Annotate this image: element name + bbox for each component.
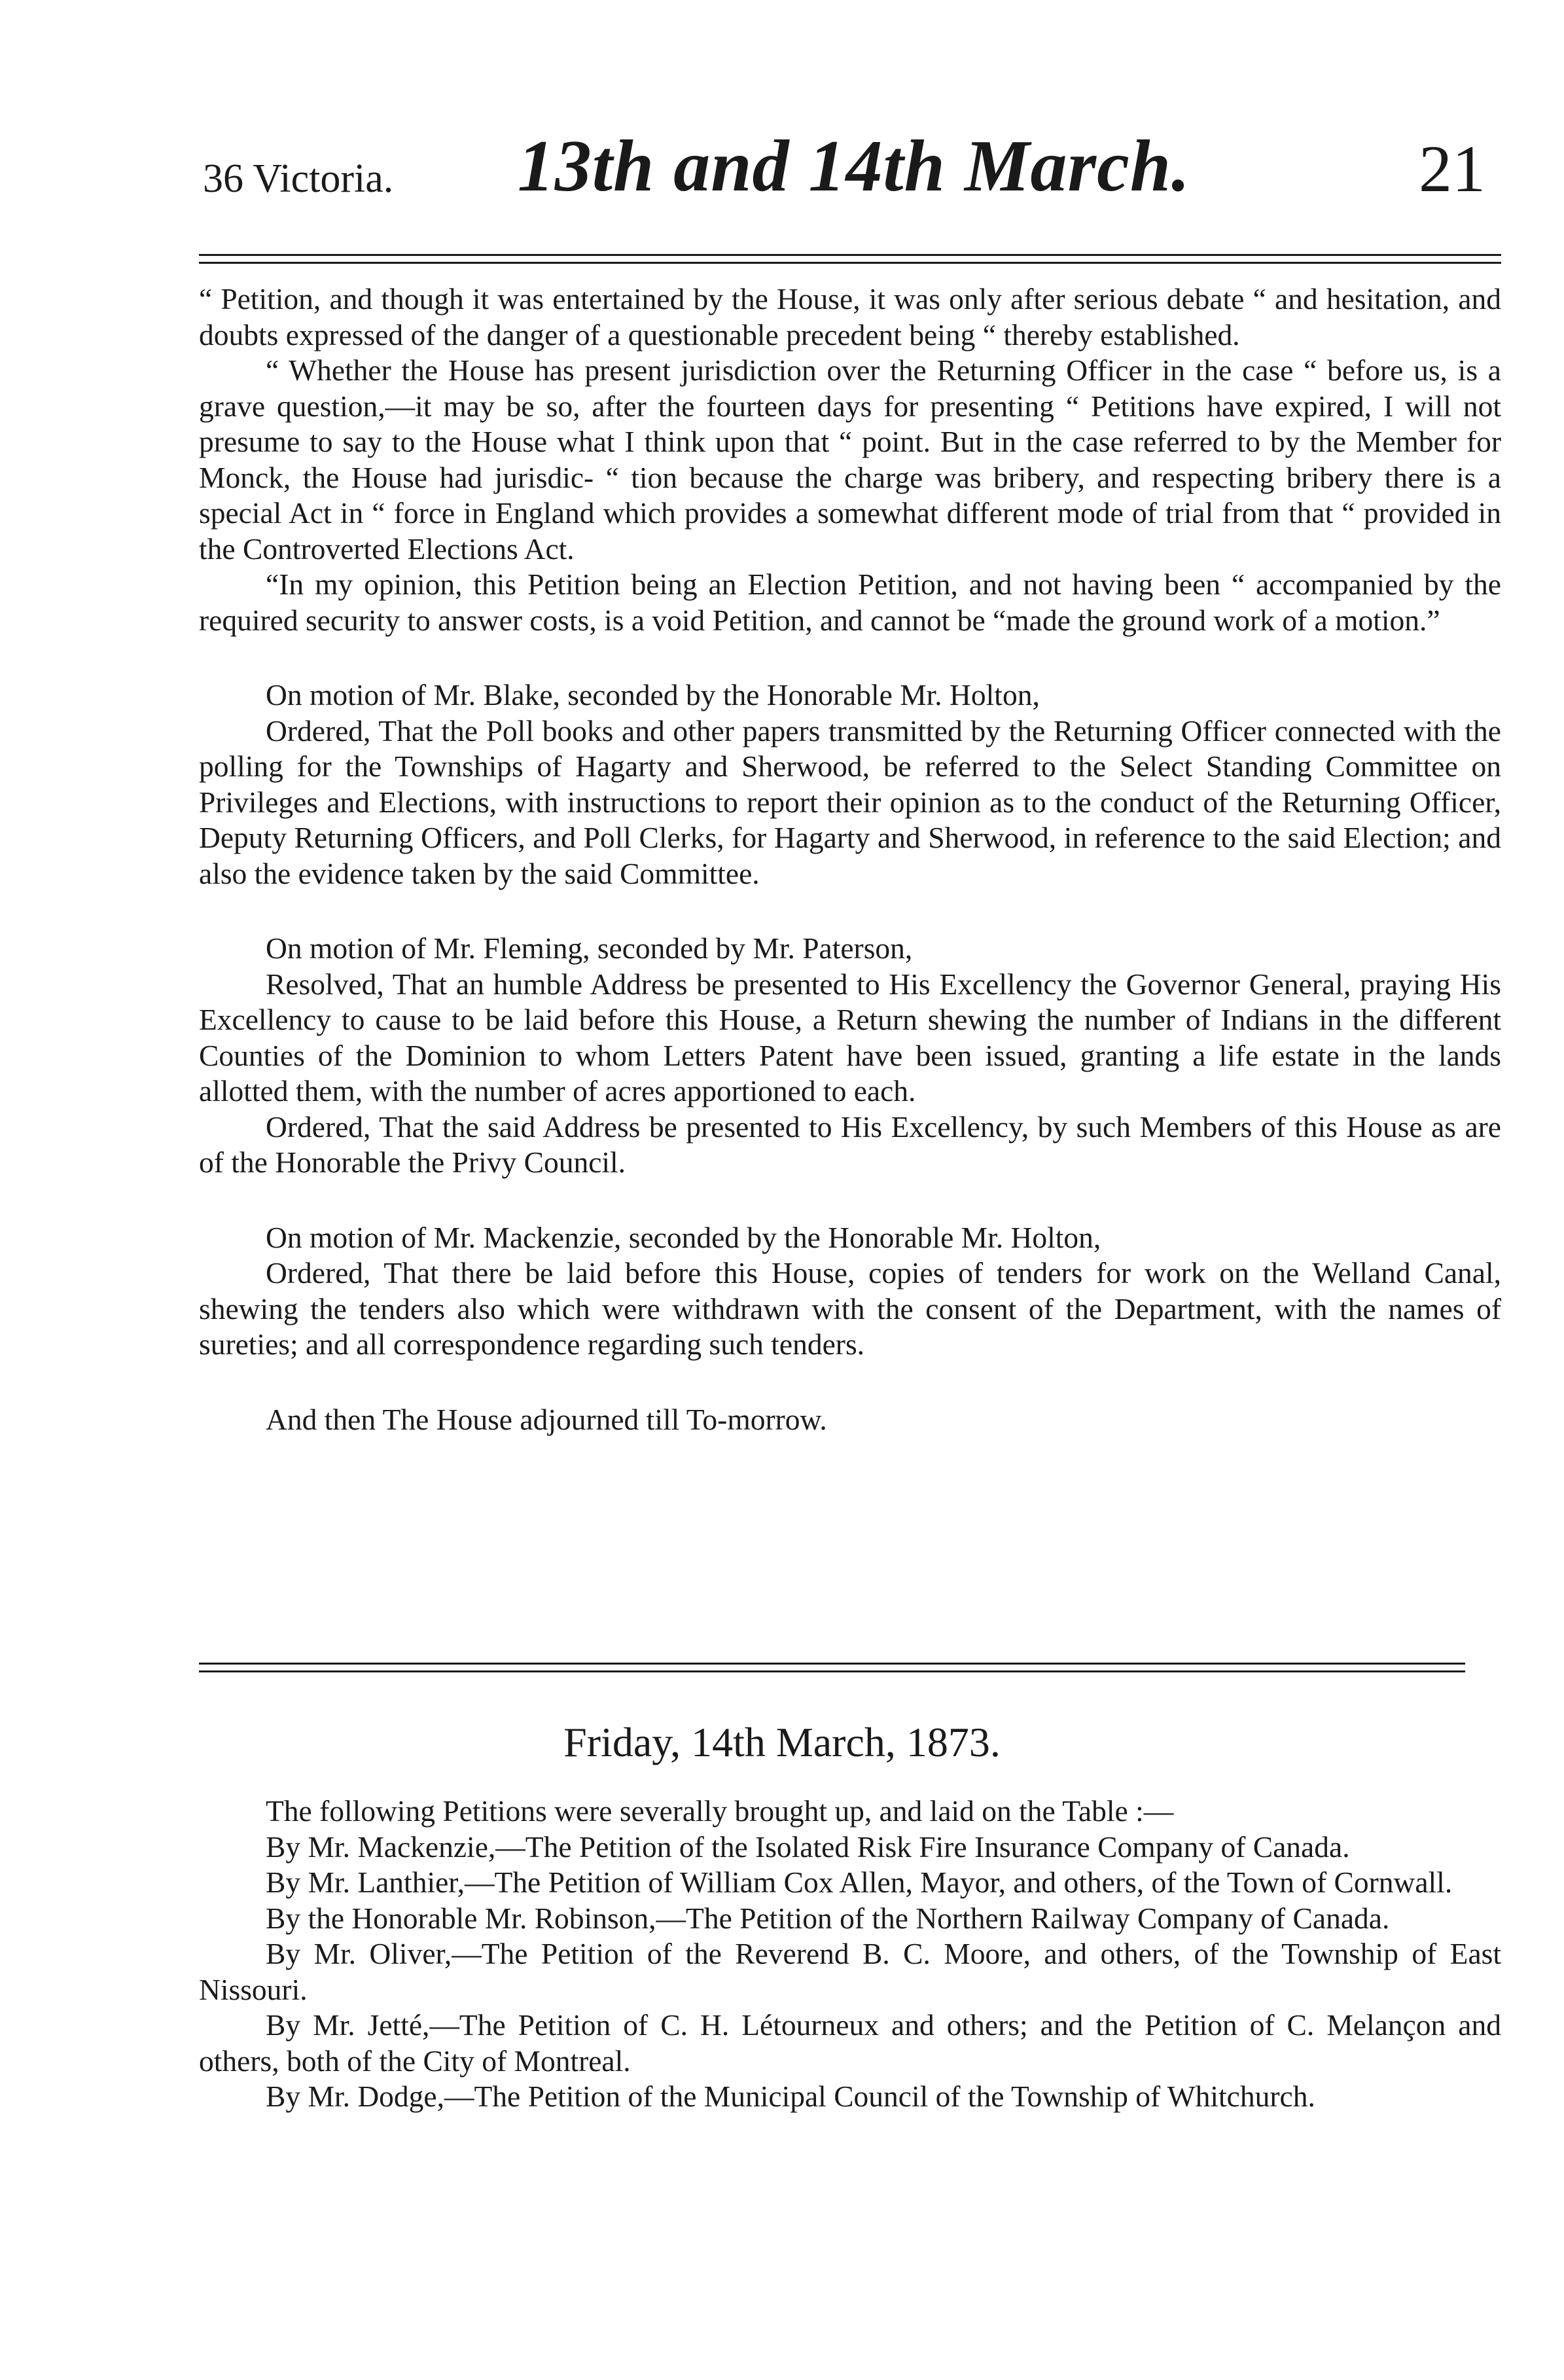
running-title: 13th and 14th March. <box>517 126 1191 207</box>
motion-line: On motion of Mr. Mackenzie, seconded by the Honorable Mr. Holton, <box>266 1220 1101 1254</box>
paragraph-gap <box>199 638 1501 677</box>
order-paragraph: Ordered, That there be laid before this House, copies of tenders for work on the Welland Canal, shewing the tenders also which were withdrawn with the consent of the Department, with the names of sureties; and all correspondence regarding such tenders. <box>199 1256 1501 1361</box>
petition-item: By Mr. Dodge,—The Petition of the Municipal Council of the Township of Whitchurch. <box>266 2080 1315 2113</box>
proceedings-14th-march <box>199 1794 1501 2115</box>
motion-line: On motion of Mr. Fleming, seconded by Mr. Paterson, <box>266 931 913 965</box>
petition-item: By Mr. Lanthier,—The Petition of William Cox Allen, Mayor, and others, of the Town of Cornwall. <box>266 1866 1453 1899</box>
paragraph-gap <box>199 892 1501 931</box>
motion-line: On motion of Mr. Blake, seconded by the Honorable Mr. Holton, <box>266 678 1040 712</box>
page-number: 21 <box>1419 132 1485 206</box>
quoted-ruling-paragraph: “ Petition, and though it was entertained by the House, it was only after serious debate “ and hesitation, and doubts expressed of the danger of a questionable precedent being “ thereby established. <box>199 282 1501 352</box>
paragraph-gap <box>199 1363 1501 1402</box>
paragraph-gap <box>199 1181 1501 1220</box>
petition-item: By Mr. Oliver,—The Petition of the Reverend B. C. Moore, and others, of the Township of East Nissouri. <box>199 1937 1501 2006</box>
adjournment-line: And then The House adjourned till To-morrow. <box>266 1402 827 1436</box>
regnal-year: 36 Victoria. <box>203 156 394 201</box>
day-heading: Friday, 14th March, 1873. <box>563 1719 1001 1765</box>
quoted-ruling-paragraph: “In my opinion, this Petition being an Election Petition, and not having been “ accompanied by the required security to answer costs, is a void Petition, and cannot be “made the ground work of a motion.” <box>199 568 1501 637</box>
petition-item: By the Honorable Mr. Robinson,—The Petition of the Northern Railway Company of Canada. <box>266 1901 1390 1935</box>
page-header <box>203 118 1505 207</box>
quoted-ruling-paragraph: “ Whether the House has present jurisdiction over the Returning Officer in the case “ before us, is a grave question,—it may be so, after the fourteen days for presenting “ Petitions have expired, I will not presume to say to the House what I think upon that “ point. But in the case referred to by the Member for Monck, the House had jurisdic- “ tion because the charge was bribery, and respecting bribery there is a special Act in “ force in England which provides a somewhat different mode of trial from that “ provided in the Controverted Elections Act. <box>199 353 1501 566</box>
order-paragraph: Ordered, That the Poll books and other papers transmitted by the Returning Officer connected with the polling for the Townships of Hagarty and Sherwood, be referred to the Select Standing Committee on Privileges and Elections, with instructions to report their opinion as to the conduct of the Returning Officer, Deputy Returning Officers, and Poll Clerks, for Hagarty and Sherwood, in reference to the said Election; and also the evidence taken by the said Committee. <box>199 713 1501 890</box>
order-paragraph: Ordered, That the said Address be presented to His Excellency, by such Members of this House as are of the Honorable the Privy Council. <box>199 1109 1501 1179</box>
petition-item: By Mr. Mackenzie,—The Petition of the Isolated Risk Fire Insurance Company of Canada. <box>266 1830 1350 1864</box>
resolution-paragraph: Resolved, That an humble Address be presented to His Excellency the Governor General, praying His Excellency to cause to be laid before this House, a Return shewing the number of Indians in the different Counties of the Dominion to whom Letters Patent have been issued, granting a life estate in the lands allotted them, with the number of acres apportioned to each. <box>199 967 1501 1108</box>
day-divider <box>199 1663 1465 1672</box>
header-divider <box>199 254 1501 264</box>
petition-item: By Mr. Jetté,—The Petition of C. H. Létourneux and others; and the Petition of C. Melançon and others, both of the City of Montreal. <box>199 2008 1501 2078</box>
petitions-intro: The following Petitions were severally brought up, and laid on the Table :— <box>266 1794 1174 1828</box>
proceedings-13th-march <box>199 281 1501 1437</box>
